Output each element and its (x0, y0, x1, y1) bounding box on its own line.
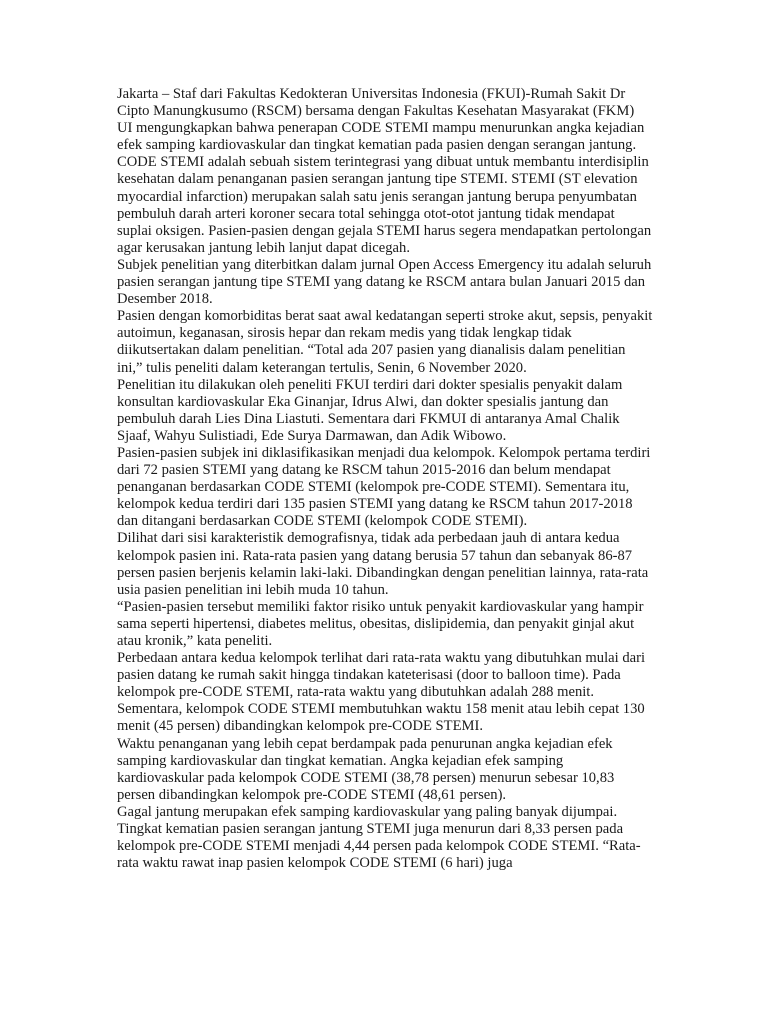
paragraph-research-subject: Subjek penelitian yang diterbitkan dalam jurnal Open Access Emergency itu adalah seluruh pasien serangan jantung tipe STEMI yang datang ke RSCM antara bulan Januari 2015 dan Desember 2018. (117, 256, 652, 308)
paragraph-patient-groups: Pasien-pasien subjek ini diklasifikasikan menjadi dua kelompok. Kelompok pertama terdiri dari 72 pasien STEMI yang datang ke RSCM tahun 2015-2016 dan belum mendapat penanganan berdasarkan CODE STEMI (kelompok pre-CODE STEMI). Sementara itu, kelompok kedua terdiri dari 135 pasien STEMI yang datang ke RSCM tahun 2017-2018 dan ditangani berdasarkan CODE STEMI (kelompok CODE STEMI). (117, 444, 651, 530)
paragraph-risk-factors-quote: “Pasien-pasien tersebut memiliki faktor risiko untuk penyakit kardiovaskular yang hampir sama seperti hipertensi, diabetes melitus, obesitas, dislipidemia, dan penyakit ginjal akut atau kronik,” kata peneliti. (117, 598, 644, 649)
paragraph-intro: Jakarta – Staf dari Fakultas Kedokteran Universitas Indonesia (FKUI)-Rumah Sakit Dr Cipto Manungkusumo (RSCM) bersama dengan Fakultas Kesehatan Masyarakat (FKM) UI mengungkapkan bahwa penerapan CODE STEMI mampu menurunkan angka kejadian efek samping kardiovaskular dan tingkat kematian pada pasien dengan serangan jantung. (117, 86, 645, 154)
paragraph-code-stemi-definition: CODE STEMI adalah sebuah sistem terintegrasi yang dibuat untuk membantu interdisiplin kesehatan dalam penanganan pasien serangan jantung tipe STEMI. STEMI (ST elevation myocardial infarction) merupakan salah satu jenis serangan jantung berupa penyumbatan pembuluh darah arteri koroner secara total sehingga otot-otot jantung tidak mendapat suplai oksigen. Pasien-pasien dengan gejala STEMI harus segera mendapatkan pertolongan agar kerusakan jantung lebih lanjut dapat dicegah. (117, 154, 652, 256)
paragraph-exclusion-criteria: Pasien dengan komorbiditas berat saat awal kedatangan seperti stroke akut, sepsis, penyakit autoimun, keganasan, sirosis hepar dan rekam medis yang tidak lengkap tidak diikutsertakan dalam penelitian. “Total ada 207 pasien yang dianalisis dalam penelitian ini,” tulis peneliti dalam keterangan tertulis, Senin, 6 November 2020. (117, 308, 653, 376)
paragraph-adverse-events: Waktu penanganan yang lebih cepat berdampak pada penurunan angka kejadian efek samping kardiovaskular dan tingkat kematian. Angka kejadian efek samping kardiovaskular pada kelompok CODE STEMI (38,78 persen) menurun sebesar 10,83 persen dibandingkan kelompok pre-CODE STEMI (48,61 persen). (117, 735, 615, 803)
document-page (117, 86, 653, 872)
paragraph-mortality: Gagal jantung merupakan efek samping kardiovaskular yang paling banyak dijumpai. Tingkat kematian pasien serangan jantung STEMI juga menurun dari 8,33 persen pada kelompok pre-CODE STEMI menjadi 4,44 persen pada kelompok CODE STEMI. “Rata-rata waktu rawat inap pasien kelompok CODE STEMI (6 hari) juga (117, 803, 641, 872)
paragraph-door-to-balloon: Perbedaan antara kedua kelompok terlihat dari rata-rata waktu yang dibutuhkan mulai dari pasien datang ke rumah sakit hingga tindakan kateterisasi (door to balloon time). Pada kelompok pre-CODE STEMI, rata-rata waktu yang dibutuhkan adalah 288 menit. Sementara, kelompok CODE STEMI membutuhkan waktu 158 menit atau lebih cepat 130 menit (45 persen) dibandingkan kelompok pre-CODE STEMI. (117, 650, 646, 735)
paragraph-demographics: Dilihat dari sisi karakteristik demografisnya, tidak ada perbedaan jauh di antara kedua kelompok pasien ini. Rata-rata pasien yang datang berusia 57 tahun dan sebanyak 86-87 persen pasien berjenis kelamin laki-laki. Dibandingkan dengan penelitian lainnya, rata-rata usia pasien penelitian ini lebih muda 10 tahun. (117, 530, 649, 598)
paragraph-researchers: Penelitian itu dilakukan oleh peneliti FKUI terdiri dari dokter spesialis penyakit dalam konsultan kardiovaskular Eka Ginanjar, Idrus Alwi, dan dokter spesialis jantung dan pembuluh darah Lies Dina Liastuti. Sementara dari FKMUI di antaranya Amal Chalik Sjaaf, Wahyu Sulistiadi, Ede Surya Darmawan, dan Adik Wibowo. (117, 376, 623, 444)
